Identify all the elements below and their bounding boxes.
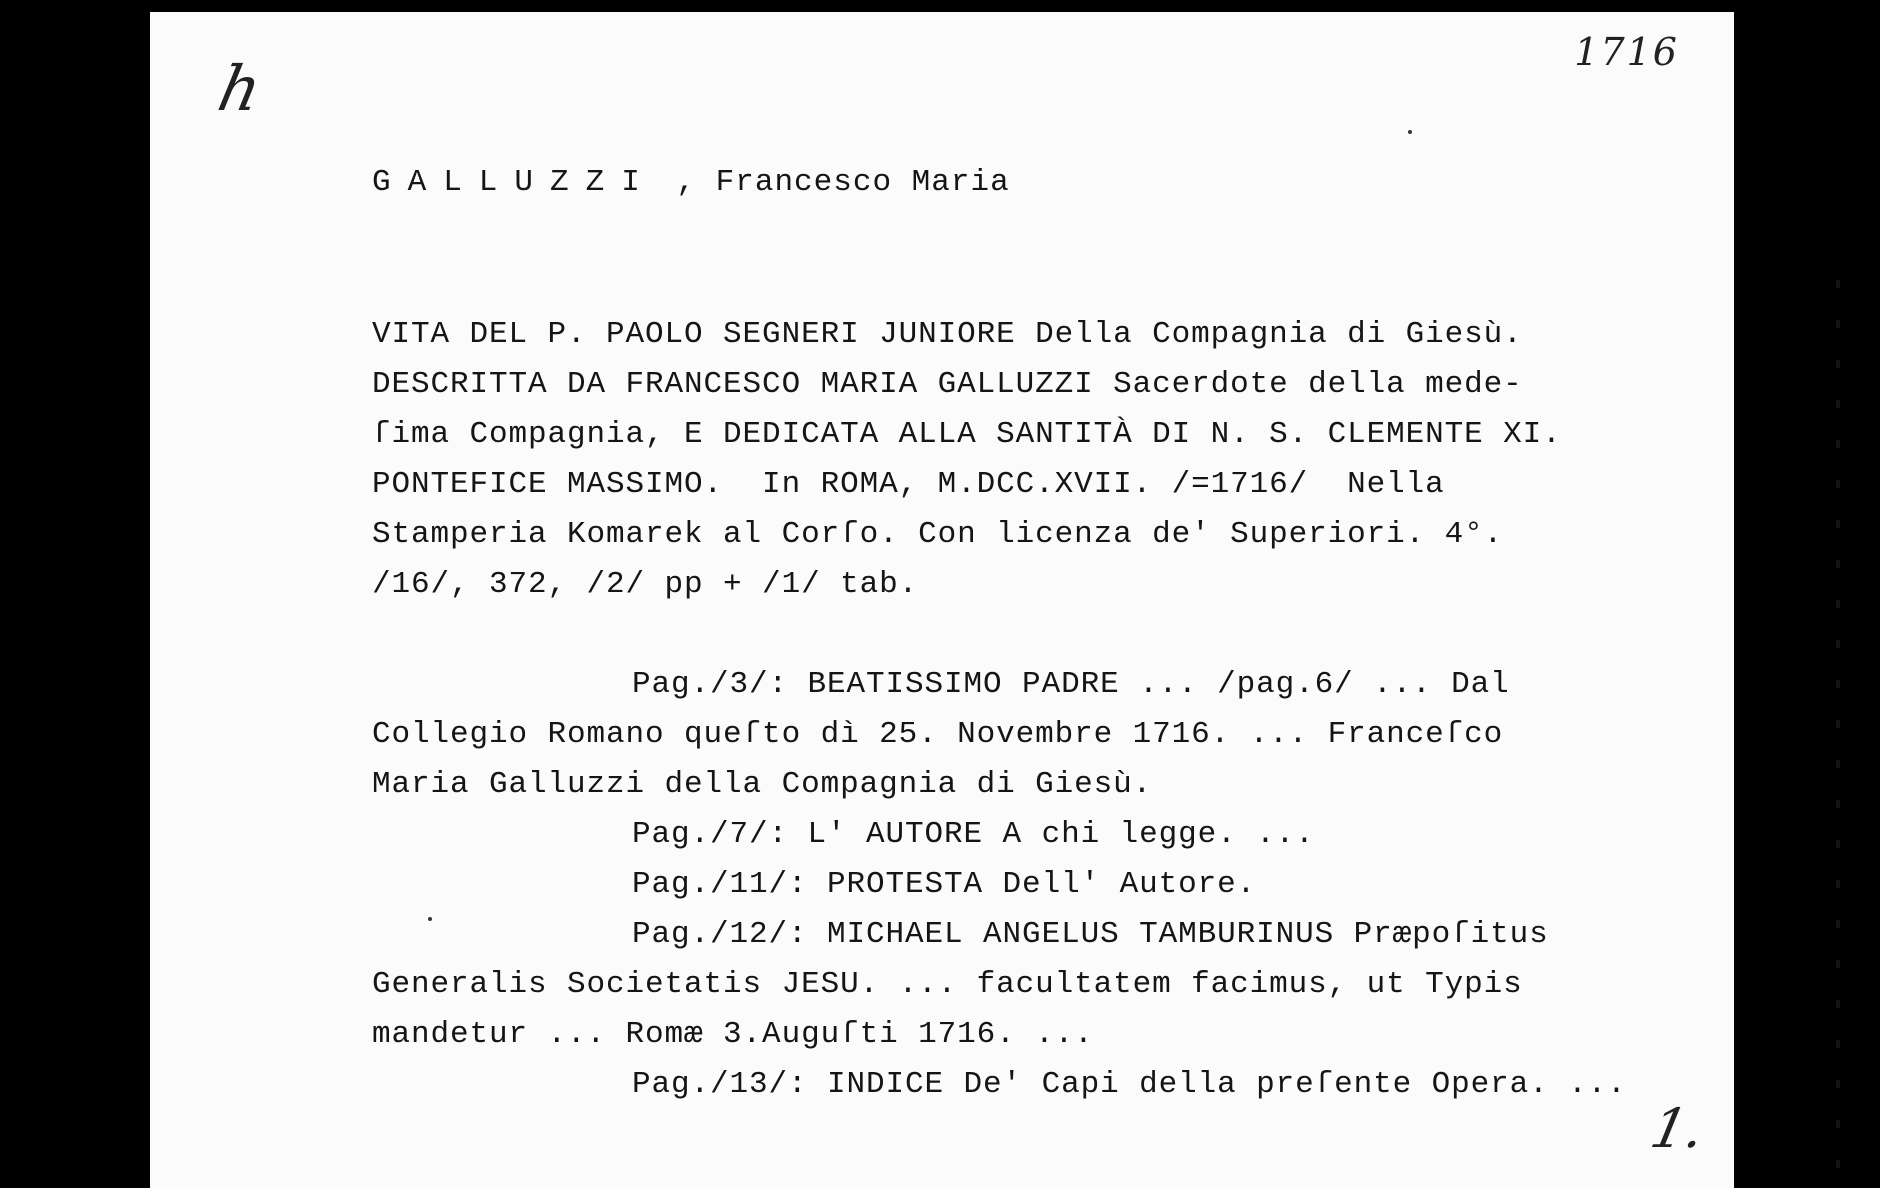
title-line: ſima Compagnia, E DEDICATA ALLA SANTITÀ DI N. S. CLEMENTE XI. [372, 417, 1562, 452]
author-heading [372, 167, 1010, 198]
content-line: Pag./13/: INDICE De' Capi della preſente Opera. ... [632, 1067, 1627, 1102]
content-line: Generalis Societatis JESU. ... facultatem facimus, ut Typis [372, 967, 1523, 1002]
title-line: Stamperia Komarek al Corſo. Con licenza de' Superiori. 4°. [372, 517, 1504, 552]
ink-speck [428, 917, 432, 921]
author-given-names: Francesco Maria [715, 165, 1010, 200]
title-line: DESCRITTA DA FRANCESCO MARIA GALLUZZI Sacerdote della mede- [372, 367, 1523, 402]
handwritten-corner-letter: h [212, 52, 268, 125]
content-line: Pag./11/: PROTESTA Dell' Autore. [632, 867, 1257, 902]
scan-edge-artifact [1836, 280, 1840, 1180]
author-surname: GALLUZZI [372, 165, 657, 200]
author-separator: , [656, 165, 716, 200]
title-line: VITA DEL P. PAOLO SEGNERI JUNIORE Della Compagnia di Giesù. [372, 317, 1523, 352]
content-line: Pag./3/: BEATISSIMO PADRE ... /pag.6/ ... Dal [632, 667, 1510, 702]
content-line: Maria Galluzzi della Compagnia di Giesù. [372, 767, 1153, 802]
title-line: /16/, 372, /2/ pp + /1/ tab. [372, 567, 919, 602]
content-line: Pag./12/: MICHAEL ANGELUS TAMBURINUS Præpoſitus [632, 917, 1549, 952]
content-line: mandetur ... Romæ 3.Auguſti 1716. ... [372, 1017, 1094, 1052]
handwritten-page-number: 1. [1645, 1097, 1711, 1160]
catalog-card [150, 12, 1734, 1188]
handwritten-year: 1716 [1574, 30, 1679, 74]
title-line: PONTEFICE MASSIMO. In ROMA, M.DCC.XVII. /=1716/ Nella [372, 467, 1445, 502]
content-line: Pag./7/: L' AUTORE A chi legge. ... [632, 817, 1315, 852]
ink-speck [1408, 130, 1412, 134]
content-line: Collegio Romano queſto dì 25. Novembre 1716. ... Franceſco [372, 717, 1504, 752]
